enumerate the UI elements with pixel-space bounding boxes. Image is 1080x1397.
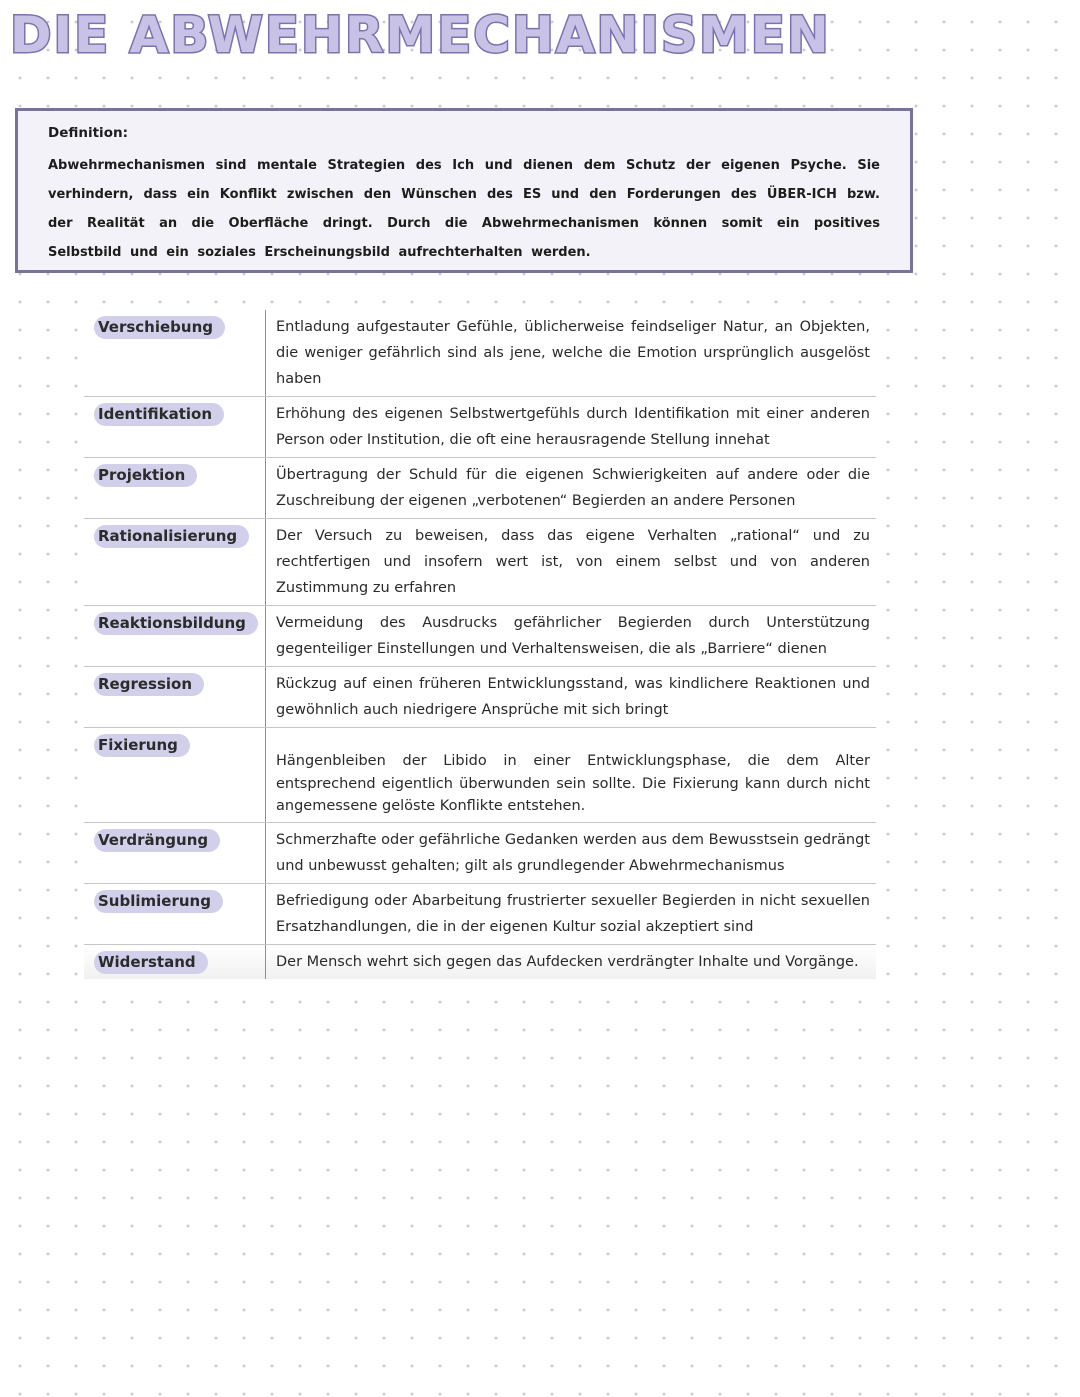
table-row [84, 397, 876, 458]
description-cell: Der Mensch wehrt sich gegen das Aufdecken verdrängter Inhalte und Vorgänge. [276, 953, 859, 970]
term-badge: Verschiebung [94, 316, 225, 339]
description-cell: Hängenbleiben der Libido in einer Entwicklungsphase, die dem Alter entsprechend eigentlich überwunden sein sollte. Die Fixierung kann durch nicht angemessene gelöste Konflikte entstehen. [276, 753, 870, 814]
term-cell [84, 667, 266, 727]
mechanisms-table [84, 310, 876, 979]
description-cell: Rückzug auf einen früheren Entwicklungsstand, was kindlichere Reaktionen und gewöhnlich auch niedrigere Ansprüche mit sich bringt [276, 676, 870, 718]
term-cell [84, 397, 266, 457]
term-badge: Identifikation [94, 403, 224, 426]
description-cell: Schmerzhafte oder gefährliche Gedanken werden aus dem Bewusstsein gedrängt und unbewusst gehalten; gilt als grundlegender Abwehrmechanismus [276, 831, 870, 874]
term-cell [84, 606, 266, 666]
term-badge: Projektion [94, 464, 197, 487]
term-badge: Rationalisierung [94, 525, 249, 548]
table-row [84, 519, 876, 606]
definition-label: Definition: [48, 125, 128, 141]
definition-box [15, 108, 913, 273]
table-row [84, 823, 876, 884]
table-row [84, 884, 876, 945]
table-row [84, 667, 876, 728]
term-cell [84, 823, 266, 883]
term-cell [84, 945, 266, 979]
page-title: DIE ABWEHRMECHANISMEN [10, 6, 831, 64]
definition-text: Abwehrmechanismen sind mentale Strategien des Ich und dienen dem Schutz der eigenen Psyche. Sie verhindern, dass ein Konflikt zwischen den Wünschen des ES und den Forderungen des ÜBER-ICH bzw. der Realität an die Oberfläche dringt. Durch die Abwehrmechanismen können somit ein positives Selbstbild und ein soziales Erscheinungsbild aufrechterhalten werden. [48, 158, 880, 260]
term-badge: Verdrängung [94, 829, 220, 852]
term-cell [84, 728, 266, 822]
description-cell: Der Versuch zu beweisen, dass das eigene Verhalten „rational“ und zu rechtfertigen und insofern wert ist, von einem selbst und von anderen Zustimmung zu erfahren [276, 528, 870, 596]
term-cell [84, 884, 266, 944]
term-cell [84, 519, 266, 605]
table-row [84, 458, 876, 519]
table-row [84, 606, 876, 667]
description-cell: Vermeidung des Ausdrucks gefährlicher Begierden durch Unterstützung gegenteiliger Einstellungen und Verhaltensweisen, die als „Barriere“ dienen [276, 615, 870, 657]
description-cell: Entladung aufgestauter Gefühle, üblicherweise feindseliger Natur, an Objekten, die weniger gefährlich sind als jene, welche die Emotion ursprünglich ausgelöst haben [276, 319, 870, 387]
term-cell [84, 310, 266, 396]
table-row [84, 945, 876, 979]
table-row [84, 310, 876, 397]
table-row [84, 728, 876, 823]
description-cell: Befriedigung oder Abarbeitung frustrierter sexueller Begierden in nicht sexuellen Ersatzhandlungen, die in der eigenen Kultur sozial akzeptiert sind [276, 892, 870, 935]
term-cell [84, 458, 266, 518]
term-badge: Reaktionsbildung [94, 612, 258, 635]
term-badge: Sublimierung [94, 890, 223, 913]
description-cell: Erhöhung des eigenen Selbstwertgefühls durch Identifikation mit einer anderen Person oder Institution, die oft eine herausragende Stellung innehat [276, 406, 870, 448]
term-badge: Fixierung [94, 734, 190, 757]
description-cell: Übertragung der Schuld für die eigenen Schwierigkeiten auf andere oder die Zuschreibung der eigenen „verbotenen“ Begierden an andere Personen [276, 467, 870, 509]
term-badge: Regression [94, 673, 204, 696]
term-badge: Widerstand [94, 951, 208, 974]
